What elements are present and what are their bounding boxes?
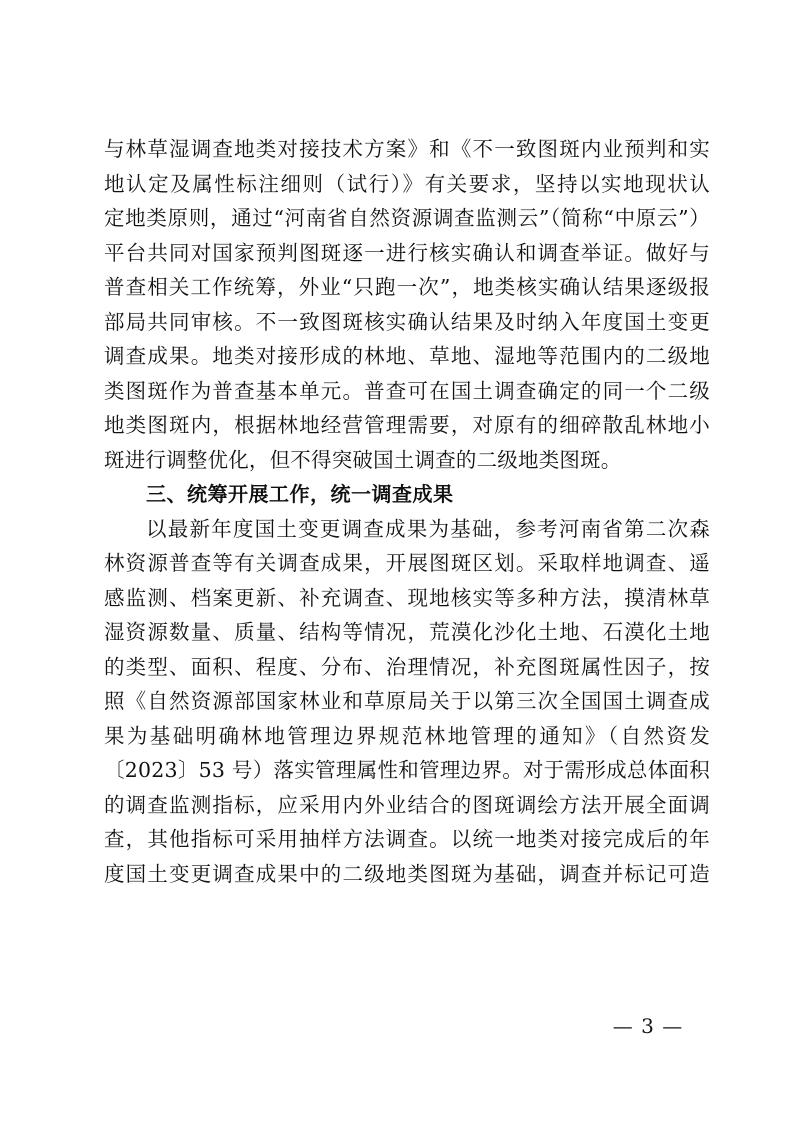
body-line-3: 定地类原则，通过“河南省自然资源调查监测云”（简称“中原云”）: [104, 206, 710, 230]
body-line-6: 部局共同审核。不一致图斑核实确认结果及时纳入年度国土变更: [104, 309, 710, 334]
body-line-10: 斑进行调整优化，但不得突破国土调查的二级地类图斑。: [104, 447, 622, 472]
section-line-2: 林资源普查等有关调查成果，开展图斑区划。采取样地调查、遥: [104, 551, 710, 575]
body-line-2: 地认定及属性标注细则（试行）》有关要求，坚持以实地现状认: [104, 171, 710, 196]
page-number: — 3 —: [612, 1014, 684, 1038]
section-line-1: 以最新年度国土变更调查成果为基础，参考河南省第二次森: [146, 516, 710, 541]
section-line-7: 果为基础明确林地管理边界规范林地管理的通知》（自然资发: [104, 723, 710, 748]
section-line-6: 照《自然资源部国家林业和草原局关于以第三次全国国土调查成: [104, 689, 710, 713]
section-line-11: 度国土变更调查成果中的二级地类图斑为基础，调查并标记可造: [104, 861, 710, 886]
section-line-4: 湿资源数量、质量、结构等情况，荒漠化沙化土地、石漠化土地: [104, 620, 710, 644]
section-heading: 三、统筹开展工作，统一调查成果: [146, 482, 454, 506]
body-line-9: 地类图斑内，根据林地经营管理需要，对原有的细碎散乱林地小: [104, 413, 710, 437]
body-line-7: 调查成果。地类对接形成的林地、草地、湿地等范围内的二级地: [104, 344, 710, 368]
section-line-5: 的类型、面积、程度、分布、治理情况，补充图斑属性因子，按: [104, 654, 710, 679]
body-line-1: 与林草湿调查地类对接技术方案》和《不一致图斑内业预判和实: [104, 137, 710, 161]
section-line-9: 的调查监测指标，应采用内外业结合的图斑调绘方法开展全面调: [104, 792, 710, 817]
body-line-5: 普查相关工作统筹，外业“只跑一次”，地类核实确认结果逐级报: [104, 275, 710, 299]
document-body: [104, 132, 710, 891]
section-line-3: 感监测、档案更新、补充调查、现地核实等多种方法，摸清林草: [104, 585, 710, 610]
body-line-4: 平台共同对国家预判图斑逐一进行核实确认和调查举证。做好与: [104, 240, 710, 265]
body-line-8: 类图斑作为普查基本单元。普查可在国土调查确定的同一个二级: [104, 378, 710, 403]
section-line-10: 查，其他指标可采用抽样方法调查。以统一地类对接完成后的年: [104, 827, 710, 851]
section-line-8: 〔2023〕53 号）落实管理属性和管理边界。对于需形成总体面积: [104, 758, 710, 782]
